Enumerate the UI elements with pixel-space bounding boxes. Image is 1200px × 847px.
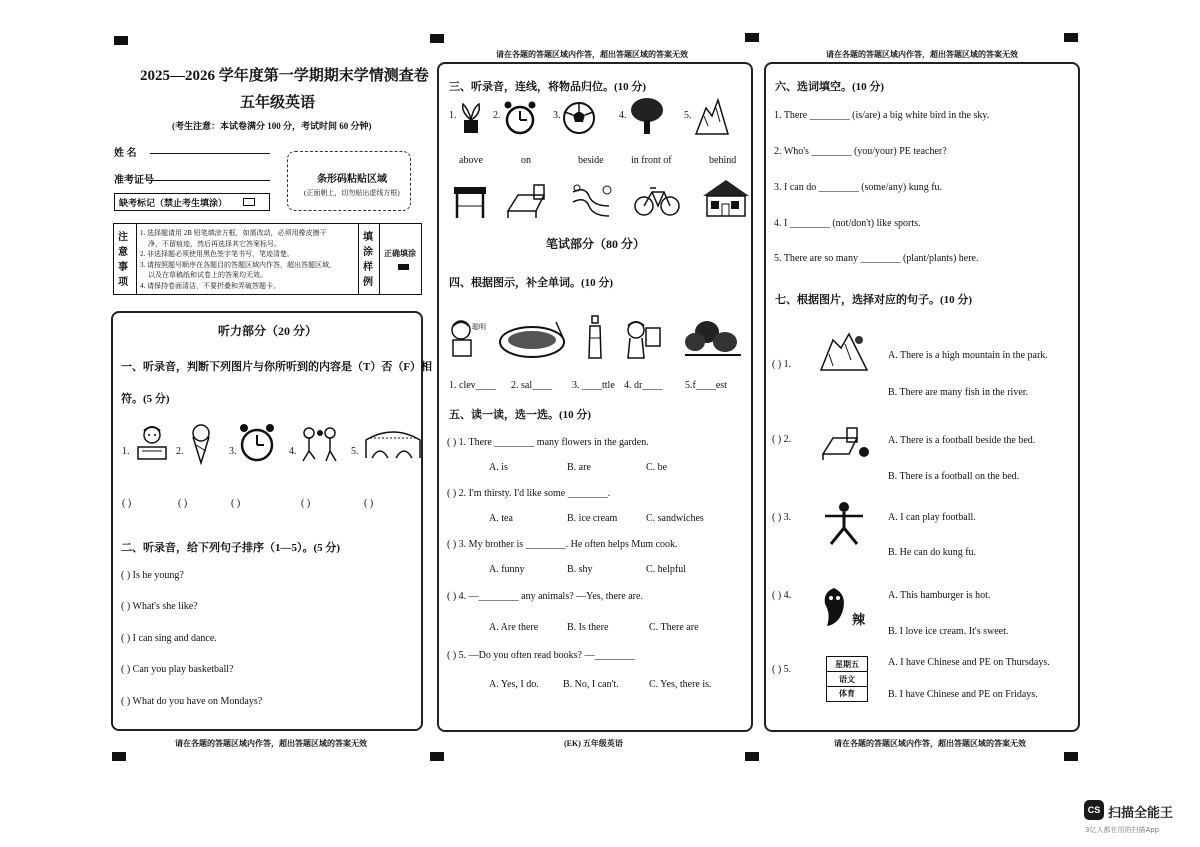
q7-option-a: A. This hamburger is hot. [888,590,991,601]
bed-football-icon [819,424,871,464]
answer-paren[interactable]: ( ) [121,633,131,644]
answer-paren[interactable]: ( ) [231,498,241,509]
q1-title-cont: 符。(5 分) [121,393,170,405]
q7-num: 5. [783,664,792,675]
q7-item [772,664,791,675]
q3-num: 4. [619,110,627,121]
timetable-subject: 语文 [827,672,867,687]
q4-item: 3. ____ttle [572,380,615,391]
kung-fu-icon [821,500,867,548]
answer-paren[interactable]: ( ) [121,664,131,675]
top-note: 请在各题的答题区域内作答，超出答题区域的答案无效 [496,50,688,59]
q5-stem: 4. —________ any animals? —Yes, there are. [458,591,643,602]
q7-item [772,590,791,601]
q5-option: A. is [489,462,508,473]
notes-table [113,223,422,295]
q5-stem: 3. My brother is ________. He often helps Mum cook. [458,539,678,550]
barcode-area [287,151,411,211]
answer-paren[interactable]: ( ) [772,590,782,601]
q1-num: 3. [229,446,237,457]
mountain-icon [819,330,869,372]
bottom-note: 请在各题的答题区域内作答，超出答题区域的答案无效 [175,739,367,748]
q7-option-b: B. He can do kung fu. [888,547,977,558]
potted-plant-icon [457,100,485,136]
q7-option-a: A. I can play football. [888,512,976,523]
ice-cream-icon [188,423,214,465]
q5-stem: 1. There ________ many flowers in the garden. [458,437,649,448]
listening-part-title: 听力部分（20 分） [218,324,318,338]
q6-item: 4. I ________ (not/don't) like sports. [774,218,921,229]
q7-item [772,359,791,370]
q1-num: 2. [176,446,184,457]
q5-item [447,488,610,499]
answer-paren[interactable]: ( ) [122,498,132,509]
q2-item [121,696,262,707]
q3-num: 1. [449,110,457,121]
q4-title: 四、根据图示，补全单词。(10 分) [449,277,614,289]
chili-ghost-icon [819,584,849,628]
q6-item: 1. There ________ (is/are) a big white bird in the sky. [774,110,990,121]
answer-paren[interactable]: ( ) [772,512,782,523]
q2-item [121,570,184,581]
tree-icon [628,96,666,136]
q5-item [447,650,634,661]
q7-item [772,434,791,445]
name-label: 姓 名 [114,148,137,159]
registration-mark [114,36,128,45]
correct-fill-label: 正确填涂 [384,249,416,258]
correct-fill-sample [398,264,409,270]
answer-paren[interactable]: ( ) [121,696,131,707]
registration-mark [430,752,444,761]
registration-mark [745,752,759,761]
q5-stem: 5. —Do you often read books? —________ [458,650,635,661]
q5-option: B. shy [567,564,593,575]
q5-option: C. helpful [646,564,686,575]
registration-mark [112,752,126,761]
answer-paren[interactable]: ( ) [447,488,457,499]
bottle-icon [586,314,604,360]
answer-paren[interactable]: ( ) [364,498,374,509]
q2-text: What do you have on Mondays? [132,696,263,707]
answer-paren[interactable]: ( ) [772,434,782,445]
bed-icon [504,181,548,221]
q6-item: 5. There are so many ________ (plant/plants) here. [774,253,979,264]
id-field[interactable] [150,180,270,181]
q1-num: 4. [289,446,297,457]
q5-option: B. are [567,462,591,473]
q7-num: 1. [783,359,792,370]
top-note: 请在各题的答题区域内作答，超出答题区域的答案无效 [826,50,1018,59]
answer-paren[interactable]: ( ) [447,437,457,448]
divider [358,224,359,294]
answer-paren[interactable]: ( ) [301,498,311,509]
q2-text: What's she like? [132,601,198,612]
q5-item [447,437,649,448]
q7-option-a: A. I have Chinese and PE on Thursdays. [888,657,1050,668]
registration-mark [745,33,759,42]
note-line: 净，不留痕迹，然后再选择其它答案标号。 [148,239,281,248]
forest-icon [683,318,743,358]
note-line: 1. 选择题请用 2B 铅笔填涂方框，如需改动，必须用橡皮擦干 [140,229,327,237]
spicy-char: 辣 [852,612,866,627]
q2-text: Can you play basketball? [132,664,234,675]
q3-word: above [459,155,483,166]
exam-title: 2025—2026 学年度第一学期期末学情测查卷 [140,68,429,84]
q5-option: A. funny [489,564,525,575]
kids-football-icon [296,425,346,463]
footer-center: (EK) 五年级英语 [564,739,623,748]
answer-paren[interactable]: ( ) [447,650,457,661]
note-line: 2. 非选择题必须使用黑色签字笔书写，笔迹清楚。 [140,250,294,258]
q5-option: B. Is there [567,622,609,633]
q7-option-a: A. There is a football beside the bed. [888,435,1036,446]
q5-option: B. ice cream [567,513,618,524]
notes-side-label: 注意事项 [118,232,128,288]
q3-word: beside [578,155,604,166]
q7-option-b: B. There are many fish in the river. [888,387,1029,398]
note-line: 4. 请保持卷面清洁，不要折叠和弄破答题卡。 [140,281,280,290]
football-icon [561,100,597,136]
q5-option: C. There are [649,622,699,633]
q3-word: behind [709,155,737,166]
q7-title: 七、根据图片，选择对应的句子。(10 分) [775,294,973,306]
q3-title: 三、听录音，连线，将物品归位。(10 分) [449,81,647,93]
answer-paren[interactable]: ( ) [178,498,188,509]
desk-icon [451,184,489,220]
registration-mark [1064,752,1078,761]
alarm-clock-icon [501,98,539,138]
q2-text: I can sing and dance. [132,633,217,644]
q5-title: 五、读一读，选一选。(10 分) [449,409,592,421]
house-icon [701,178,751,218]
q7-option-a: A. There is a high mountain in the park. [888,350,1048,361]
bridge-icon [364,426,422,460]
q7-option-b: B. I love ice cream. It's sweet. [888,626,1009,637]
q7-option-b: B. I have Chinese and PE on Fridays. [888,689,1038,700]
note-line: 3. 请按照题号顺序在各题目的答题区域内作答，超出答题区域， [140,260,336,269]
q7-num: 2. [783,434,792,445]
registration-mark [430,34,444,43]
registration-mark [1064,33,1078,42]
q1-num: 5. [351,446,359,457]
q2-item [121,633,217,644]
q5-option: B. No, I can't. [563,679,619,690]
absent-label: 缺考标记（禁止考生填涂） [119,198,228,208]
q3-num: 5. [684,110,692,121]
scanner-tagline: 3亿人都在用的扫描App [1085,826,1160,834]
q7-item [772,512,791,523]
bottom-note: 请在各题的答题区域内作答，超出答题区域的答案无效 [834,739,1026,748]
fill-label: 填涂样例 [363,232,373,288]
timetable-day: 星期五 [827,657,867,672]
answer-paren[interactable]: ( ) [121,601,131,612]
q3-num: 2. [493,110,501,121]
q6-item: 3. I can do ________ (some/any) kung fu. [774,182,943,193]
q5-item [447,591,643,602]
id-label: 准考证号 [114,175,154,186]
divider [136,224,137,294]
timetable [826,656,868,702]
notes-list [140,228,336,291]
q4-item: 4. dr____ [624,380,663,391]
q5-option: C. be [646,462,668,473]
barcode-subtitle: (正面朝上，切勿贴出虚线方框) [304,189,400,197]
q5-option: A. tea [489,513,513,524]
q3-num: 3. [553,110,561,121]
subject-title: 五年级英语 [240,95,316,111]
q3-word: on [521,155,531,166]
written-part-title: 笔试部分（80 分） [546,237,646,251]
timetable-subject: 体育 [839,689,855,698]
barcode-title: 条形码粘贴区域 [317,174,387,185]
q2-item [121,664,233,675]
q2-text: Is he young? [132,570,184,581]
scanner-logo-icon: CS [1084,800,1104,820]
q4-item: 2. sal____ [511,380,553,391]
q7-num: 4. [783,590,792,601]
q5-option: C. Yes, there is. [649,679,712,690]
absent-checkbox[interactable] [243,198,255,206]
q5-option: A. Are there [489,622,539,633]
q5-stem: 2. I'm thirsty. I'd like some ________. [458,488,611,499]
note-line: 以及在草稿纸和试卷上的答案均无效。 [148,271,267,279]
q4-item: 5.f____est [685,380,727,391]
mountain-icon [694,96,730,136]
bicycle-icon [634,182,680,218]
salad-icon [498,318,570,360]
answer-paren[interactable]: ( ) [447,591,457,602]
q5-option: A. Yes, I do. [489,679,539,690]
q2-item [121,601,198,612]
q1-num: 1. [122,446,130,457]
q1-title: 一、听录音，判断下列图片与你所听到的内容是（T）否（F）相 [121,361,433,373]
q7-num: 3. [783,512,792,523]
name-field[interactable] [150,153,270,154]
answer-paren[interactable]: ( ) [447,539,457,550]
answer-paren[interactable]: ( ) [772,359,782,370]
girl-desk-icon [132,421,172,463]
bubble-text: 聪明 [472,323,486,331]
scanner-brand: 扫描全能王 [1108,806,1174,821]
q6-title: 六、选词填空。(10 分) [775,81,885,93]
answer-paren[interactable]: ( ) [121,570,131,581]
alarm-clock-icon [236,420,278,466]
river-icon [569,182,615,218]
drawing-child-icon [624,316,662,360]
q5-item [447,539,678,550]
absent-box [114,193,270,211]
q3-word: in front of [631,155,672,166]
exam-notice: (考生注意：本试卷满分 100 分，考试时间 60 分钟) [172,121,372,131]
q6-item: 2. Who's ________ (you/your) PE teacher? [774,146,947,157]
divider [379,224,380,294]
q7-option-b: B. There is a football on the bed. [888,471,1020,482]
q2-title: 二、听录音，给下列句子排序（1—5）。(5 分) [121,542,341,554]
q5-option: C. sandwiches [646,513,704,524]
q4-item: 1. clev____ [449,380,496,391]
answer-paren[interactable]: ( ) [772,664,782,675]
